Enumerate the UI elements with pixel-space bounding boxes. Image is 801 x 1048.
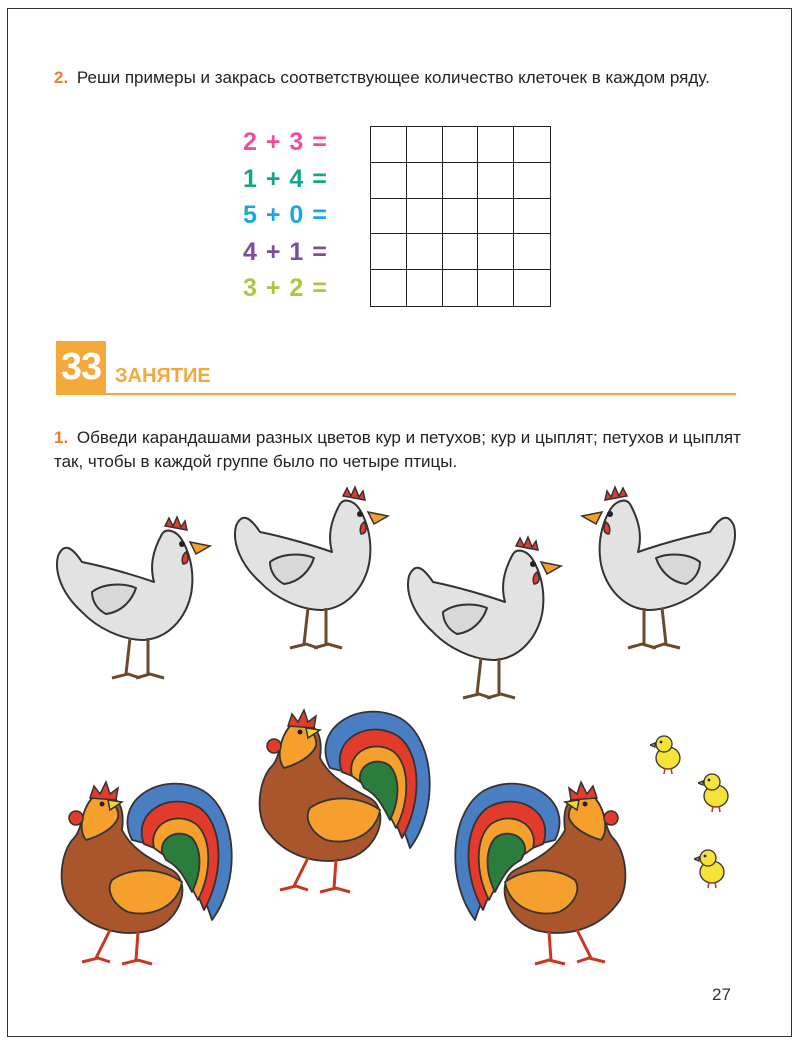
task-1-number: 1.	[54, 428, 69, 447]
equation-4: 4 + 1 =	[243, 237, 328, 266]
grid-cell[interactable]	[478, 163, 514, 199]
task-2-text: Реши примеры и закрась соответствующее количество клеточек в каждом ряду.	[76, 68, 710, 87]
hen-icon	[230, 482, 390, 654]
grid-cell[interactable]	[443, 234, 479, 270]
chick-icon	[698, 770, 734, 814]
grid-cell[interactable]	[407, 127, 443, 163]
task-2-number: 2.	[54, 68, 69, 87]
equation-1: 2 + 3 =	[243, 128, 328, 156]
lesson-divider	[56, 393, 736, 395]
grid-cell[interactable]	[443, 163, 479, 199]
task-2-instruction	[54, 66, 744, 90]
grid-cell[interactable]	[514, 270, 550, 306]
grid-cell[interactable]	[478, 199, 514, 235]
grid-cell[interactable]	[407, 163, 443, 199]
grid-cell[interactable]	[478, 127, 514, 163]
grid-cell[interactable]	[371, 163, 407, 199]
rooster-icon	[52, 770, 242, 966]
hen-icon	[580, 482, 740, 654]
chick-icon	[694, 846, 730, 890]
page-number: 27	[712, 985, 731, 1004]
task-1-instruction	[54, 426, 744, 474]
grid-cell[interactable]	[443, 199, 479, 235]
task-1-text: Обведи карандашами разных цветов кур и петухов; кур и цыплят; петухов и цыплят так, чтобы в каждой группе было по четыре птицы.	[54, 428, 741, 471]
equations-list	[243, 124, 328, 307]
grid-cell[interactable]	[514, 234, 550, 270]
grid-cell[interactable]	[478, 234, 514, 270]
lesson-label: ЗАНЯТИЕ	[115, 365, 211, 387]
grid-cell[interactable]	[478, 270, 514, 306]
equation-5: 3 + 2 =	[243, 274, 328, 303]
grid-cell[interactable]	[514, 163, 550, 199]
grid-cell[interactable]	[407, 234, 443, 270]
grid-cell[interactable]	[371, 234, 407, 270]
grid-cell[interactable]	[371, 127, 407, 163]
hen-icon	[52, 512, 212, 684]
grid-cell[interactable]	[371, 199, 407, 235]
grid-cell[interactable]	[407, 199, 443, 235]
rooster-icon	[250, 698, 440, 894]
grid-cell[interactable]	[514, 127, 550, 163]
chick-icon	[650, 732, 686, 776]
equation-3: 5 + 0 =	[243, 201, 328, 230]
coloring-grid	[370, 126, 551, 307]
rooster-icon	[445, 770, 635, 966]
hen-icon	[403, 532, 563, 704]
grid-cell[interactable]	[514, 199, 550, 235]
equation-2: 1 + 4 =	[243, 164, 328, 193]
grid-cell[interactable]	[407, 270, 443, 306]
lesson-number-badge: 33	[56, 341, 106, 393]
grid-cell[interactable]	[443, 127, 479, 163]
grid-cell[interactable]	[443, 270, 479, 306]
grid-cell[interactable]	[371, 270, 407, 306]
